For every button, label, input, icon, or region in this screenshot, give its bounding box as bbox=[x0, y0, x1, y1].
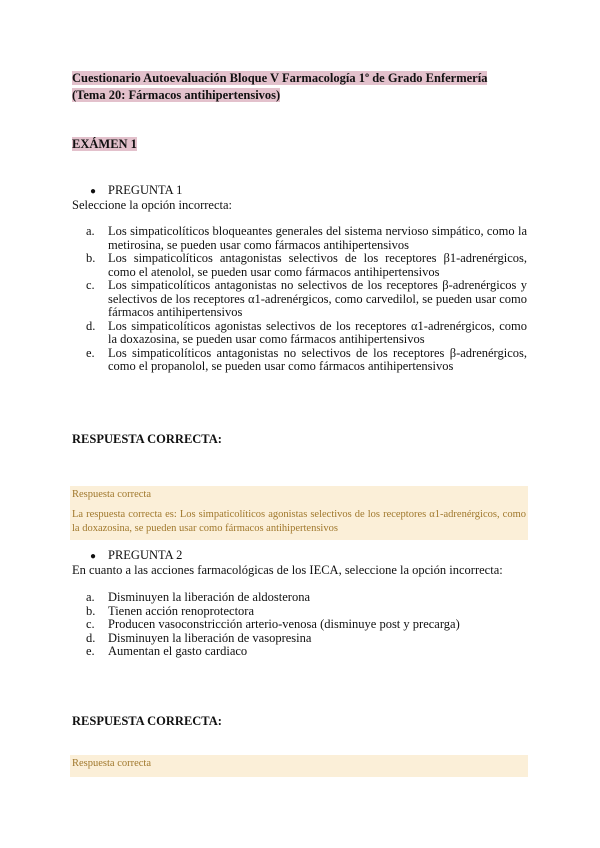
option-text: Producen vasoconstricción arterio-venosa (disminuye post y precarga) bbox=[108, 617, 460, 631]
exam-label: EXÁMEN 1 bbox=[72, 137, 137, 151]
option-text: Los simpaticolíticos antagonistas no selectivos de los receptores β-adrenérgicos y selectivos de los receptores α1-adrenérgicos, como carvedilol, se pueden usar como fármacos antihipertensivos bbox=[108, 278, 527, 319]
option-letter: b. bbox=[86, 603, 96, 618]
answer-box-title: Respuesta correcta bbox=[72, 758, 152, 769]
bullet-icon: ● bbox=[90, 186, 97, 197]
option-c bbox=[72, 618, 527, 632]
option-letter: c. bbox=[86, 617, 95, 631]
question-1-options bbox=[72, 225, 527, 374]
answer-box-title: Respuesta correcta bbox=[72, 489, 152, 500]
option-text: Los simpaticolíticos agonistas selectivos de los receptores α1-adrenérgicos, como la doxazosina, se pueden usar como fármacos antihipertensivos bbox=[108, 318, 527, 346]
option-letter: d. bbox=[86, 318, 96, 333]
option-letter: d. bbox=[86, 630, 96, 645]
option-letter: a. bbox=[86, 590, 95, 604]
question-1-answer-label: RESPUESTA CORRECTA: bbox=[72, 432, 222, 446]
option-text: Los simpaticolíticos bloqueantes generales del sistema nervioso simpático, como la metirosina, se pueden usar como fármacos antihipertensivos bbox=[108, 224, 527, 252]
option-e bbox=[72, 347, 527, 374]
option-letter: b. bbox=[86, 251, 96, 265]
option-letter: a. bbox=[86, 224, 95, 238]
option-b bbox=[72, 252, 527, 279]
question-2-title: PREGUNTA 2 bbox=[108, 548, 183, 562]
option-d bbox=[72, 632, 527, 646]
option-e bbox=[72, 645, 527, 659]
option-a bbox=[72, 225, 527, 252]
question-2-prompt: En cuanto a las acciones farmacológicas de los IECA, seleccione la opción incorrecta: bbox=[72, 563, 503, 577]
question-2-options bbox=[72, 591, 527, 659]
option-text: Aumentan el gasto cardiaco bbox=[108, 644, 248, 658]
option-text: Disminuyen la liberación de vasopresina bbox=[108, 630, 312, 645]
bullet-icon: ● bbox=[90, 551, 97, 562]
option-text: Los simpaticolíticos antagonistas no selectivos de los receptores β-adrenérgicos, como el propanolol, se pueden usar como fármacos antihipertensivos bbox=[108, 345, 527, 373]
question-1-answer-box bbox=[70, 486, 528, 540]
option-text: Disminuyen la liberación de aldosterona bbox=[108, 590, 311, 604]
option-text: Los simpaticolíticos antagonistas selectivos de los receptores β1-adrenérgicos, como el atenolol, se pueden usar como fármacos antihipertensivos bbox=[108, 251, 527, 279]
question-1-prompt: Seleccione la opción incorrecta: bbox=[72, 198, 232, 212]
option-letter: c. bbox=[86, 278, 95, 292]
title-text: Cuestionario Autoevaluación Bloque V Farmacología 1º de Grado Enfermería (Tema 20: Fármacos antihipertensivos) bbox=[72, 71, 488, 102]
option-b bbox=[72, 605, 527, 619]
option-letter: e. bbox=[86, 345, 95, 360]
option-c bbox=[72, 279, 527, 320]
answer-box-text: La respuesta correcta es: Los simpaticolíticos agonistas selectivos de los receptores α1-adrenérgicos, como la doxazosina, se pueden usar como fármacos antihipertensivos bbox=[72, 509, 526, 534]
document-title bbox=[72, 70, 522, 104]
option-text: Tienen acción renoprotectora bbox=[108, 603, 255, 618]
question-1-title: PREGUNTA 1 bbox=[108, 183, 183, 197]
question-2-answer-label: RESPUESTA CORRECTA: bbox=[72, 714, 222, 728]
option-letter: e. bbox=[86, 644, 95, 658]
option-d bbox=[72, 320, 527, 347]
option-a bbox=[72, 591, 527, 605]
question-2-answer-box bbox=[70, 755, 528, 777]
exam-heading bbox=[72, 136, 137, 152]
